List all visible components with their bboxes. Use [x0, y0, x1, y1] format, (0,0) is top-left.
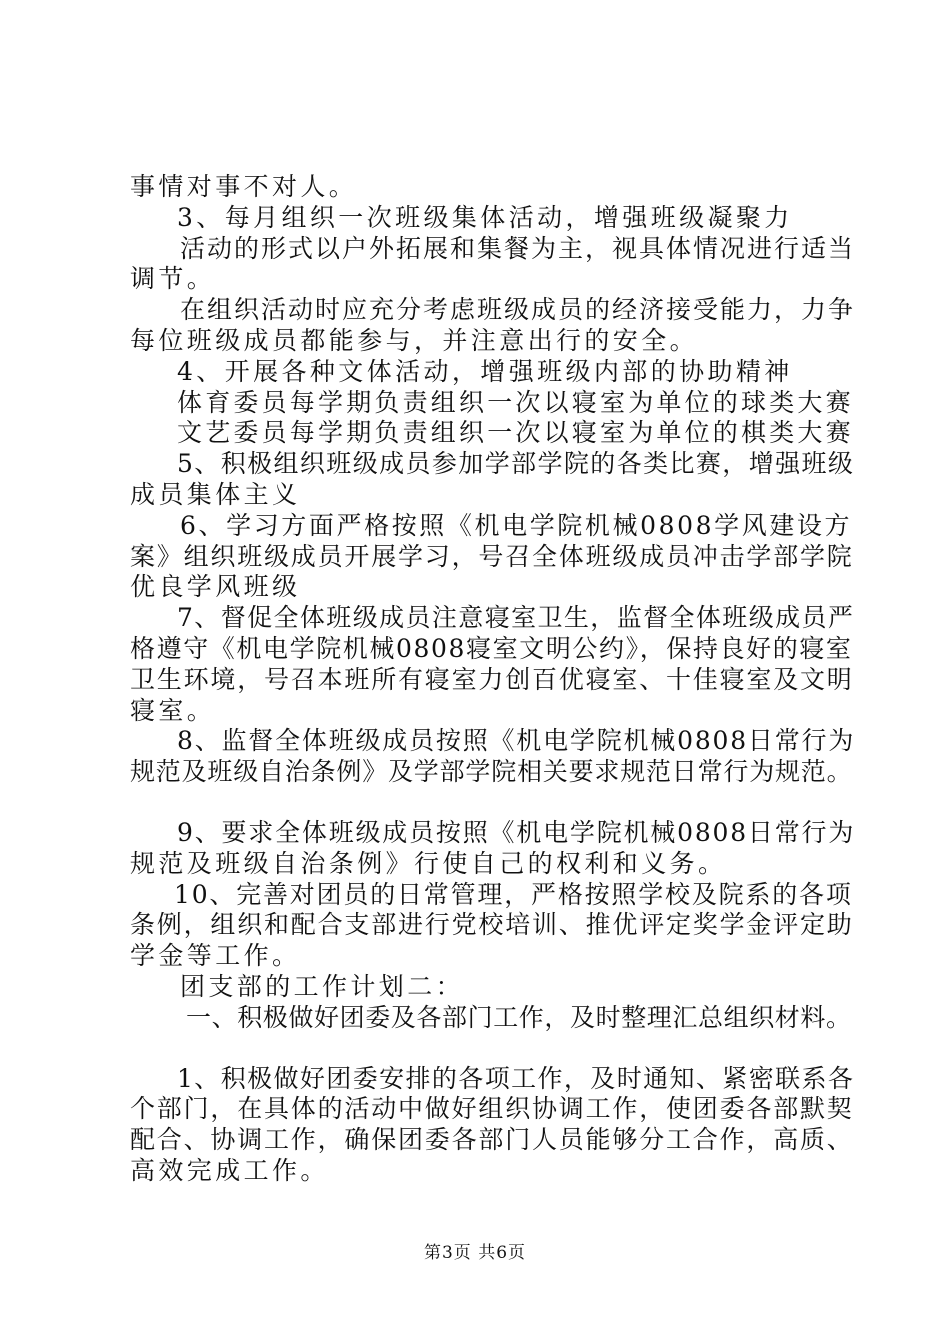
text-line: 规范及班级自治条例》及学部学院相关要求规范日常行为规范。	[130, 757, 853, 787]
text-line: 学金等工作。	[130, 941, 301, 971]
paragraph	[130, 603, 855, 726]
text-line: 调节。	[130, 264, 216, 294]
paragraph	[130, 357, 855, 388]
text-line: 体育委员每学期负责组织一次以寝室为单位的球类大赛	[177, 387, 854, 417]
paragraph	[130, 511, 855, 603]
text-line: 7、督促全体班级成员注意寝室卫生，监督全体班级成员严	[177, 603, 855, 633]
text-line: 规范及班级自治条例》行使自己的权利和义务。	[130, 848, 727, 878]
text-line: 5、积极组织班级成员参加学部学院的各类比赛，增强班级	[177, 449, 855, 479]
paragraph-gap	[130, 1034, 855, 1064]
paragraph	[130, 449, 855, 511]
paragraph	[130, 972, 855, 1003]
text-line: 优良学风班级	[130, 572, 301, 602]
text-line: 一、积极做好团委及各部门工作，及时整理汇总组织材料。	[186, 1002, 852, 1032]
text-line: 8、监督全体班级成员按照《机电学院机械0808日常行为	[177, 726, 856, 756]
page-number-footer: 第3页 共6页	[423, 1243, 527, 1263]
paragraph	[130, 295, 855, 357]
paragraph	[130, 1064, 855, 1187]
text-line: 团支部的工作计划二：	[180, 971, 465, 1001]
text-line: 文艺委员每学期负责组织一次以寝室为单位的棋类大赛	[177, 418, 854, 448]
paragraph	[130, 880, 855, 972]
paragraph	[130, 234, 855, 296]
text-line: 配合、协调工作，确保团委各部门人员能够分工合作，高质、	[130, 1125, 854, 1155]
paragraph	[130, 726, 855, 788]
text-line: 卫生环境，号召本班所有寝室力创百优寝室、十佳寝室及文明	[130, 664, 854, 694]
paragraph	[130, 1003, 855, 1034]
text-line: 格遵守《机电学院机械0808寝室文明公约》，保持良好的寝室	[130, 633, 853, 663]
paragraph	[130, 818, 855, 880]
paragraph-gap	[130, 788, 855, 818]
text-line: 高效完成工作。	[130, 1155, 329, 1185]
text-line: 成员集体主义	[130, 479, 301, 509]
text-line: 4、开展各种文体活动，增强班级内部的协助精神	[177, 356, 793, 386]
paragraph	[130, 388, 855, 419]
text-line: 每位班级成员都能参与，并注意出行的安全。	[130, 325, 699, 355]
text-line: 10、完善对团员的日常管理，严格按照学校及院系的各项	[174, 879, 853, 909]
text-line: 事情对事不对人。	[130, 172, 358, 201]
text-line: 在组织活动时应充分考虑班级成员的经济接受能力，力争	[180, 295, 856, 325]
text-line: 6、学习方面严格按照《机电学院机械0808学风建设方	[180, 510, 853, 540]
text-line: 个部门，在具体的活动中做好组织协调工作，使团委各部默契	[130, 1094, 854, 1124]
text-line: 活动的形式以户外拓展和集餐为主，视具体情况进行适当	[180, 233, 856, 263]
text-line: 条例，组织和配合支部进行党校培训、推优评定奖学金评定助	[130, 910, 854, 940]
paragraph	[130, 203, 855, 234]
text-line: 9、要求全体班级成员按照《机电学院机械0808日常行为	[177, 817, 856, 847]
text-line: 1、积极做好团委安排的各项工作，及时通知、紧密联系各	[177, 1063, 855, 1093]
paragraph	[130, 172, 855, 203]
document-body	[130, 172, 855, 1187]
paragraph	[130, 418, 855, 449]
text-line: 寝室。	[130, 695, 216, 725]
text-line: 案》组织班级成员开展学习，号召全体班级成员冲击学部学院	[130, 541, 854, 571]
text-line: 3、每月组织一次班级集体活动，增强班级凝聚力	[177, 202, 793, 232]
